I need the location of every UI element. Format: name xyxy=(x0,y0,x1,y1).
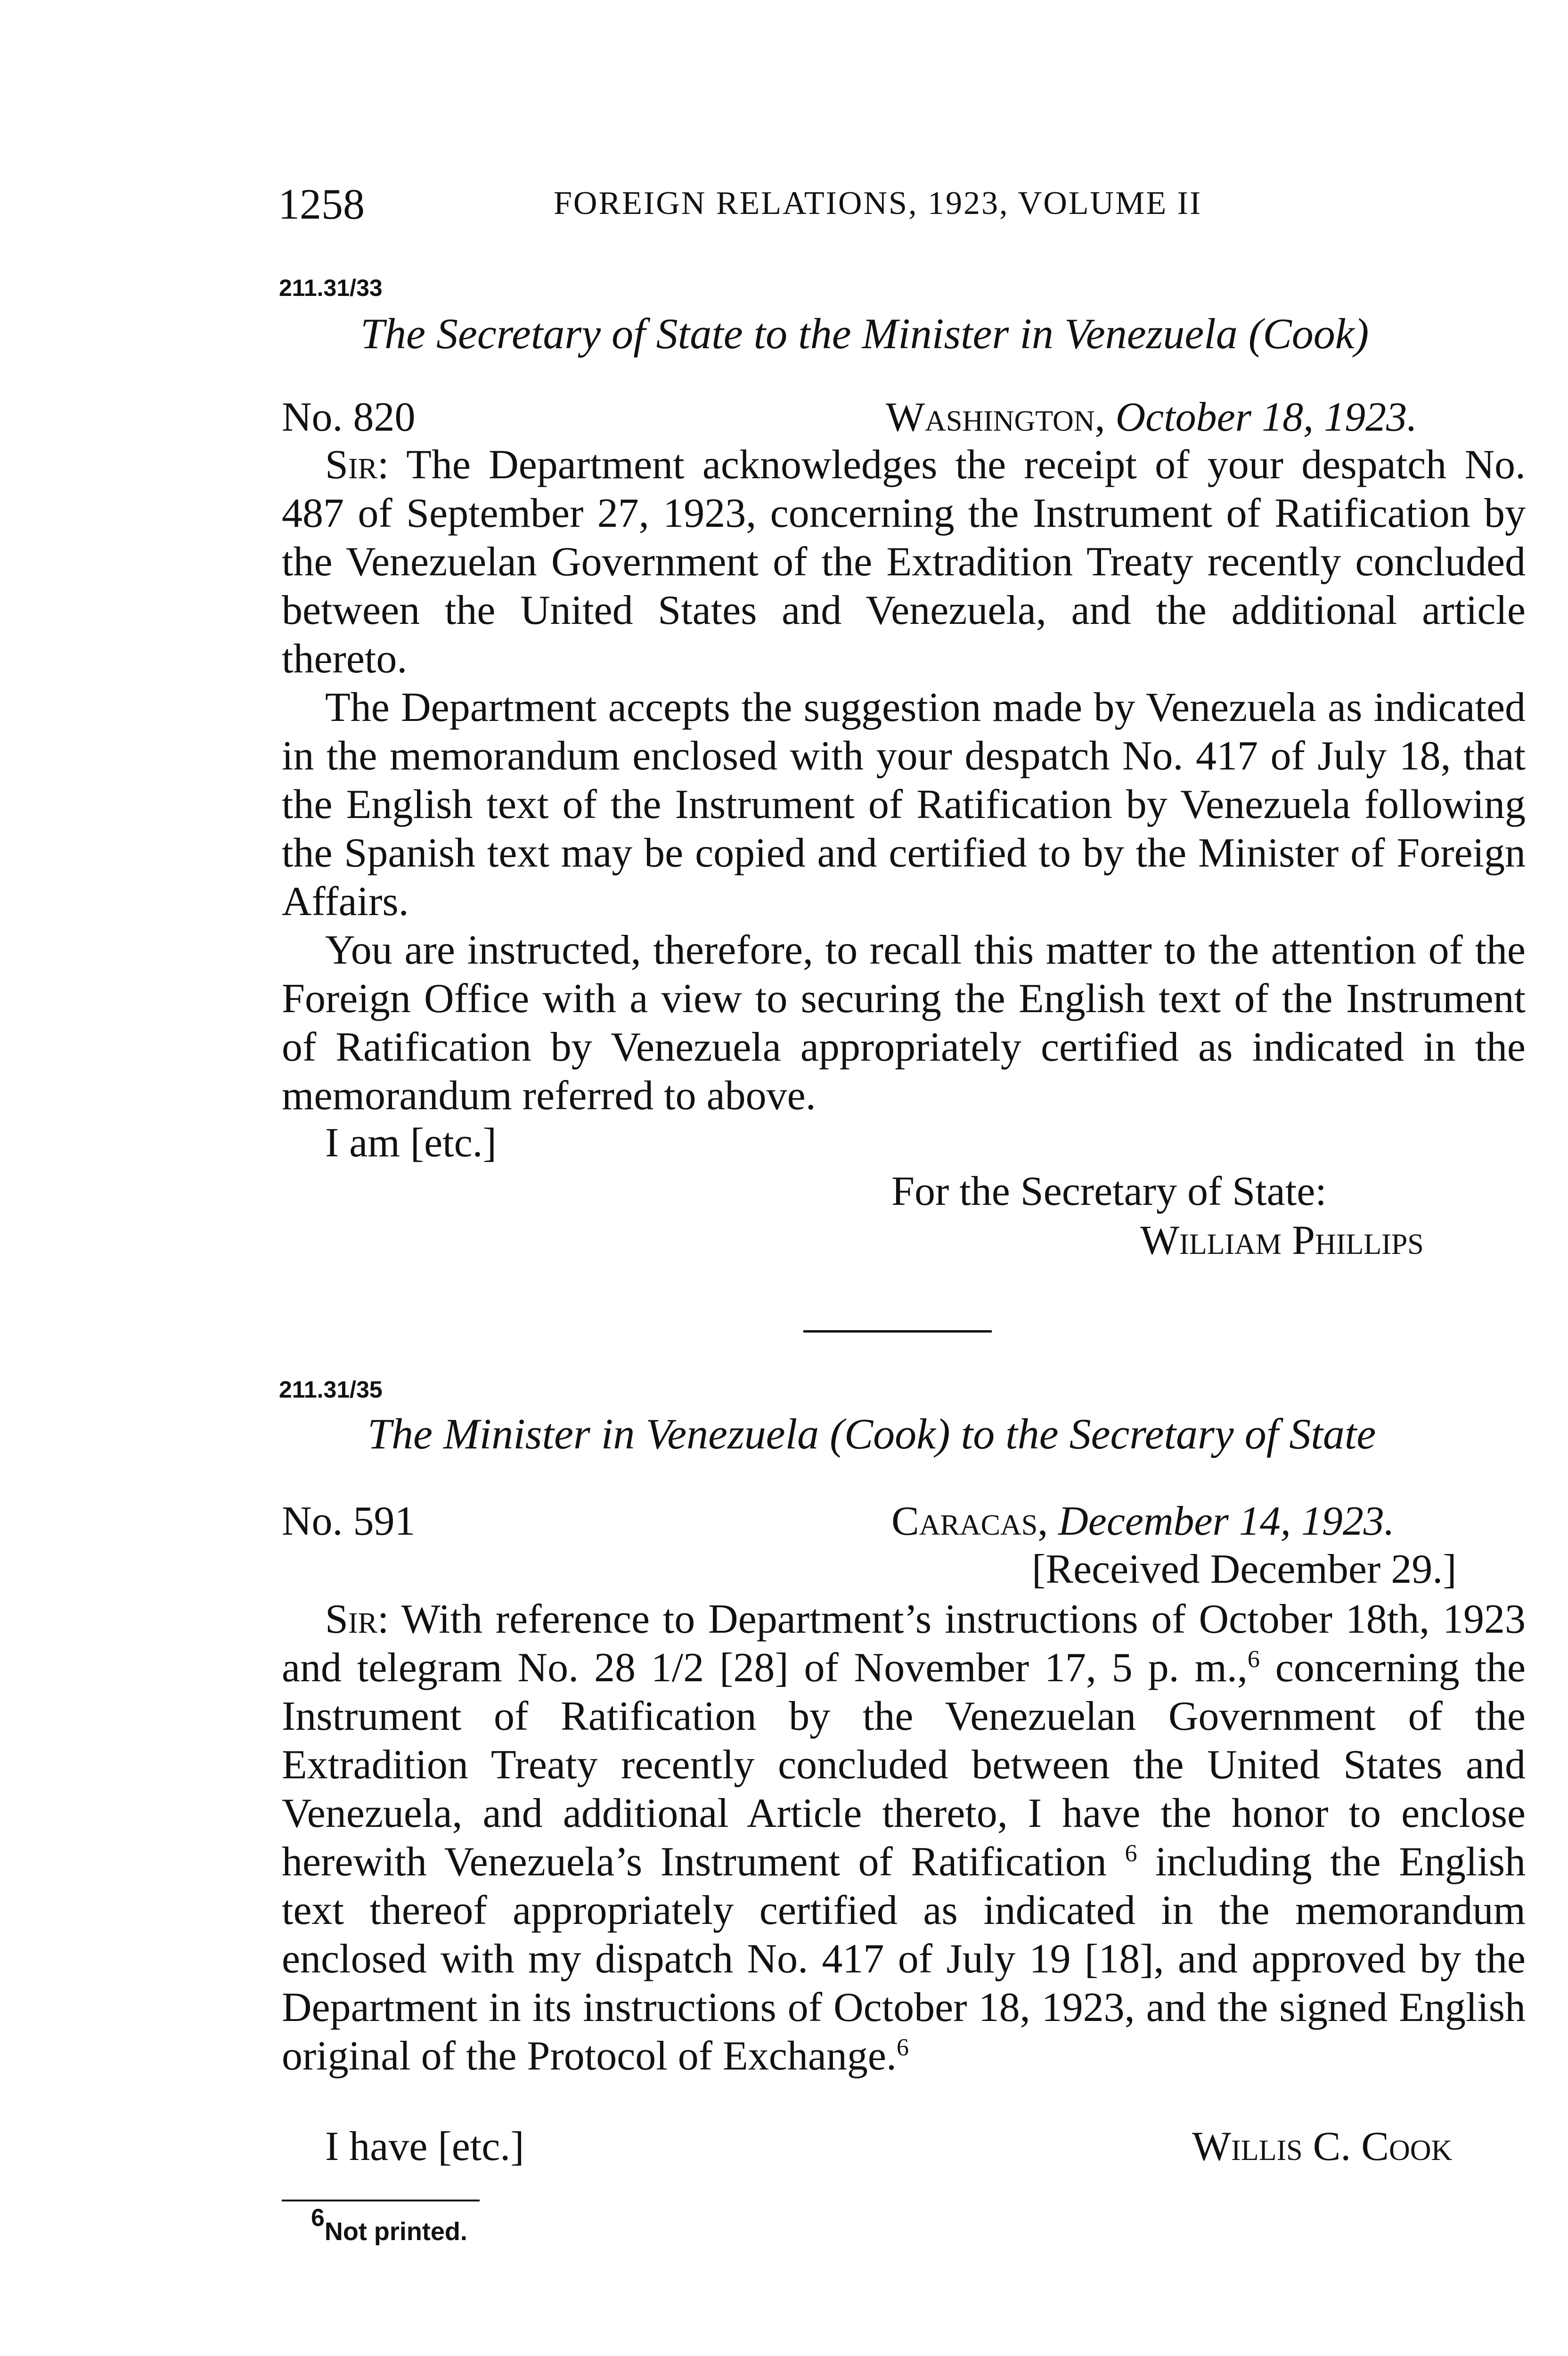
running-head: FOREIGN RELATIONS, 1923, VOLUME II xyxy=(554,185,1202,221)
doc2-signature: Willis C. Cook xyxy=(1192,2124,1453,2169)
doc1-paragraph-1 xyxy=(282,441,1526,683)
doc1-paragraph-3: You are instructed, therefore, to recall this matter to the attention of the Foreign Office with a view to securing the English text of the Instrument of Ratification by Venezuela appropriately certified as indicated in the memorandum referred to above. xyxy=(282,927,1526,1119)
doc1-file-number: 211.31/33 xyxy=(279,275,383,301)
footnote-marker: 6 xyxy=(311,2204,325,2232)
doc2-received-note: [Received December 29.] xyxy=(1032,1546,1457,1592)
doc2-body-part-3: including the English text thereof appropriately certified as indicated in the memorandum enclosed with my dispatch No. 417 of July 19 [18], and approved by the Department in its instructions of October 18, 1923, and the signed English original of the Protocol of Exchange. xyxy=(282,1839,1526,2079)
doc1-place: Washington, xyxy=(886,394,1105,440)
doc2-paragraph xyxy=(282,1595,1526,2080)
doc2-despatch-number: No. 591 xyxy=(282,1498,416,1544)
footnote-text: Not printed. xyxy=(324,2217,467,2246)
doc1-paragraph-1-text: The Department acknowledges the receipt of your despatch No. 487 of September 27, 1923, concerning the Instrument of Ratification by the Venezuelan Government of the Extradition Treaty recently concluded between the United States and Venezuela, and the additional article thereto. xyxy=(282,442,1526,682)
footnote xyxy=(311,2204,467,2246)
doc2-date: December 14, 1923. xyxy=(1058,1498,1395,1544)
doc1-dateline xyxy=(886,393,1417,441)
doc1-signature: William Phillips xyxy=(1140,1218,1424,1263)
doc1-date: October 18, 1923. xyxy=(1115,394,1417,440)
doc1-closing: I am [etc.] xyxy=(325,1120,497,1166)
doc2-body-part-2: concerning the Instrument of Ratification by the Venezuelan Government of the Extradition Treaty recently concluded between the United States and Venezuela, and additional Article thereto, I have the honor to enclose herewith Venezuela’s Instrument of Ratification xyxy=(282,1645,1526,1885)
doc2-closing: I have [etc.] xyxy=(325,2124,524,2169)
doc1-signature-intro: For the Secretary of State: xyxy=(891,1169,1327,1214)
doc2-footnote-ref-1: 6 xyxy=(1247,1646,1260,1673)
doc2-dateline xyxy=(891,1497,1395,1545)
doc2-body-part-1: With reference to Department’s instructions of October 18th, 1923 and telegram No. 28 1/2 [28] of November 17, 5 p. m., xyxy=(282,1596,1526,1691)
doc2-footnote-ref-2: 6 xyxy=(1125,1840,1137,1867)
section-divider xyxy=(803,1330,992,1333)
doc1-heading: The Secretary of State to the Minister in Venezuela (Cook) xyxy=(360,310,1369,358)
doc1-salutation: Sir: xyxy=(325,442,389,488)
page-number: 1258 xyxy=(278,180,365,228)
doc2-salutation: Sir: xyxy=(325,1596,389,1642)
doc2-file-number: 211.31/35 xyxy=(279,1376,383,1403)
doc2-heading: The Minister in Venezuela (Cook) to the Secretary of State xyxy=(368,1410,1376,1458)
doc1-paragraph-2: The Department accepts the suggestion made by Venezuela as indicated in the memorandum enclosed with your despatch No. 417 of July 18, that the English text of the Instrument of Ratification by Venezuela following the Spanish text may be copied and certified to by the Minister of Foreign Affairs. xyxy=(282,685,1526,924)
doc2-place: Caracas, xyxy=(891,1498,1048,1544)
footnote-rule xyxy=(282,2200,480,2201)
doc1-despatch-number: No. 820 xyxy=(282,394,416,440)
doc2-footnote-ref-3: 6 xyxy=(896,2034,909,2061)
